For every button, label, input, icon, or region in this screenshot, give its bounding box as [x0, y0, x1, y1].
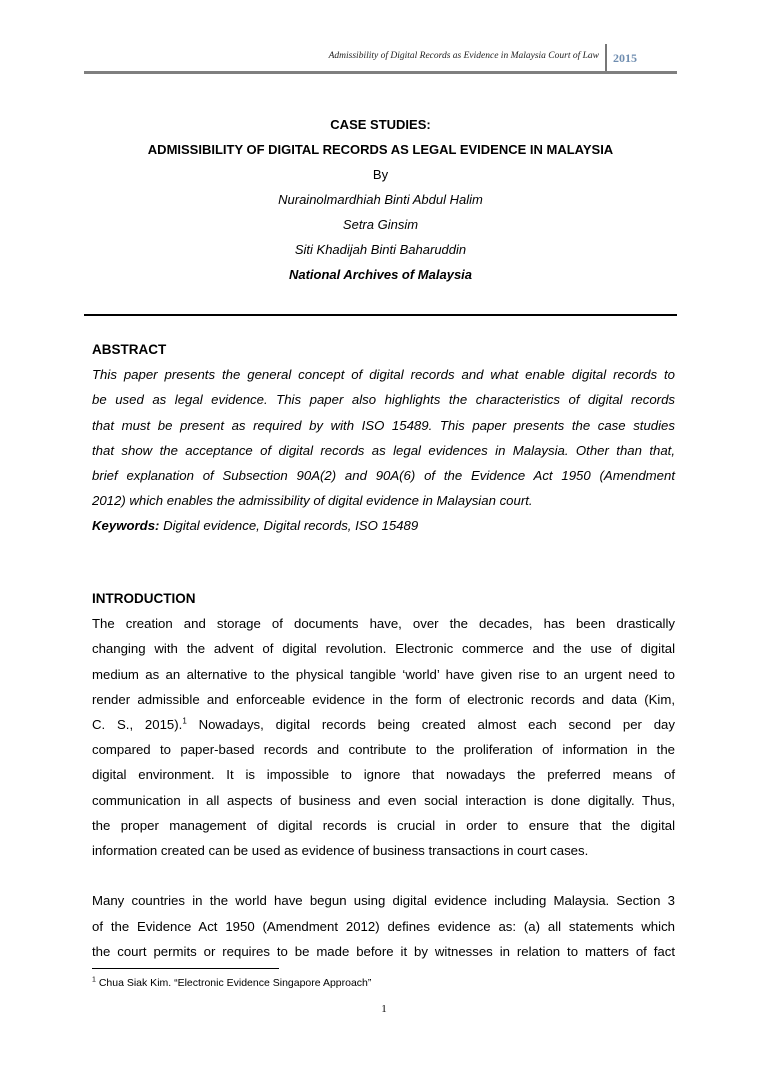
intro-line-citation: [92, 712, 675, 737]
institution: National Archives of Malaysia: [288, 267, 473, 282]
abstract-line: This paper presents the general concept of digital records and what enable digital records to: [92, 367, 675, 383]
introduction-section: [92, 586, 675, 964]
abstract-line: 2012) which enables the admissibility of digital evidence in Malaysian court.: [92, 493, 533, 509]
introduction-heading: INTRODUCTION: [92, 591, 196, 606]
abstract-line: be used as legal evidence. This paper also highlights the characteristics of digital records: [92, 392, 675, 408]
intro-line: compared to paper-based records and contribute to the proliferation of information in the: [92, 742, 675, 758]
title-block: [84, 112, 677, 287]
keywords-line: [92, 513, 675, 538]
running-header: [84, 44, 677, 74]
intro-line: medium as an alternative to the physical tangible ‘world’ have given rise to an urgent need to: [92, 666, 675, 682]
intro-line: communication in all aspects of business and even social interaction is done digitally. Thus,: [92, 792, 675, 808]
author-name: Siti Khadijah Binti Baharuddin: [294, 242, 467, 257]
by-label: By: [372, 167, 389, 182]
intro-line: the proper management of digital records is crucial in order to ensure that the digital: [92, 817, 675, 833]
keywords-text: Digital evidence, Digital records, ISO 15489: [159, 518, 419, 534]
intro-line: The creation and storage of documents have, over the decades, has been drastically: [92, 616, 675, 632]
header-year: 2015: [613, 51, 637, 65]
title-divider: [84, 314, 677, 316]
intro-line: render admissible and enforceable evidence in the form of electronic records and data (Kim,: [92, 691, 675, 707]
paper-title: ADMISSIBILITY OF DIGITAL RECORDS AS LEGAL EVIDENCE IN MALAYSIA: [147, 142, 614, 157]
footnote-ref: 1: [182, 716, 187, 726]
abstract-line: brief explanation of Subsection 90A(2) and 90A(6) of the Evidence Act 1950 (Amendment: [92, 468, 675, 484]
abstract-line: that must be present as required by with ISO 15489. This paper presents the case studies: [92, 417, 675, 433]
header-rule: [84, 71, 677, 74]
citation-continuation: Nowadays, digital records being created almost each second per day: [186, 717, 675, 733]
footnote-rule: [92, 968, 279, 969]
intro-line: digital environment. It is impossible to ignore that nowadays the preferred means of: [92, 767, 675, 783]
abstract-line: that show the acceptance of digital records as legal evidences in Malaysia. Other than that,: [92, 442, 675, 458]
intro-line: Many countries in the world have begun using digital evidence including Malaysia. Section 3: [92, 893, 675, 909]
footnote: [92, 977, 371, 989]
intro-line: the court permits or requires to be made before it by witnesses in relation to matters of fact: [92, 943, 675, 959]
keywords-label: Keywords:: [92, 518, 160, 534]
footnote-text: Chua Siak Kim. “Electronic Evidence Singapore Approach”: [95, 977, 372, 989]
paragraph-gap: [92, 863, 675, 888]
intro-line: information created can be used as evidence of business transactions in court cases.: [92, 843, 589, 859]
author-name: Nurainolmardhiah Binti Abdul Halim: [278, 192, 483, 207]
footnote-marker: 1: [92, 976, 96, 984]
citation-text: C. S., 2015).: [92, 717, 183, 733]
page-number: 1: [381, 1003, 387, 1015]
header-separator: [605, 44, 607, 73]
case-studies-label: CASE STUDIES:: [330, 117, 431, 132]
author-name: Setra Ginsim: [342, 217, 419, 232]
intro-line: changing with the advent of digital revolution. Electronic commerce and the use of digital: [92, 641, 675, 657]
intro-line: of the Evidence Act 1950 (Amendment 2012) defines evidence as: (a) all statements which: [92, 918, 675, 934]
abstract-section: [92, 337, 675, 539]
abstract-heading: ABSTRACT: [92, 342, 167, 357]
running-title: Admissibility of Digital Records as Evidence in Malaysia Court of Law: [328, 51, 599, 61]
